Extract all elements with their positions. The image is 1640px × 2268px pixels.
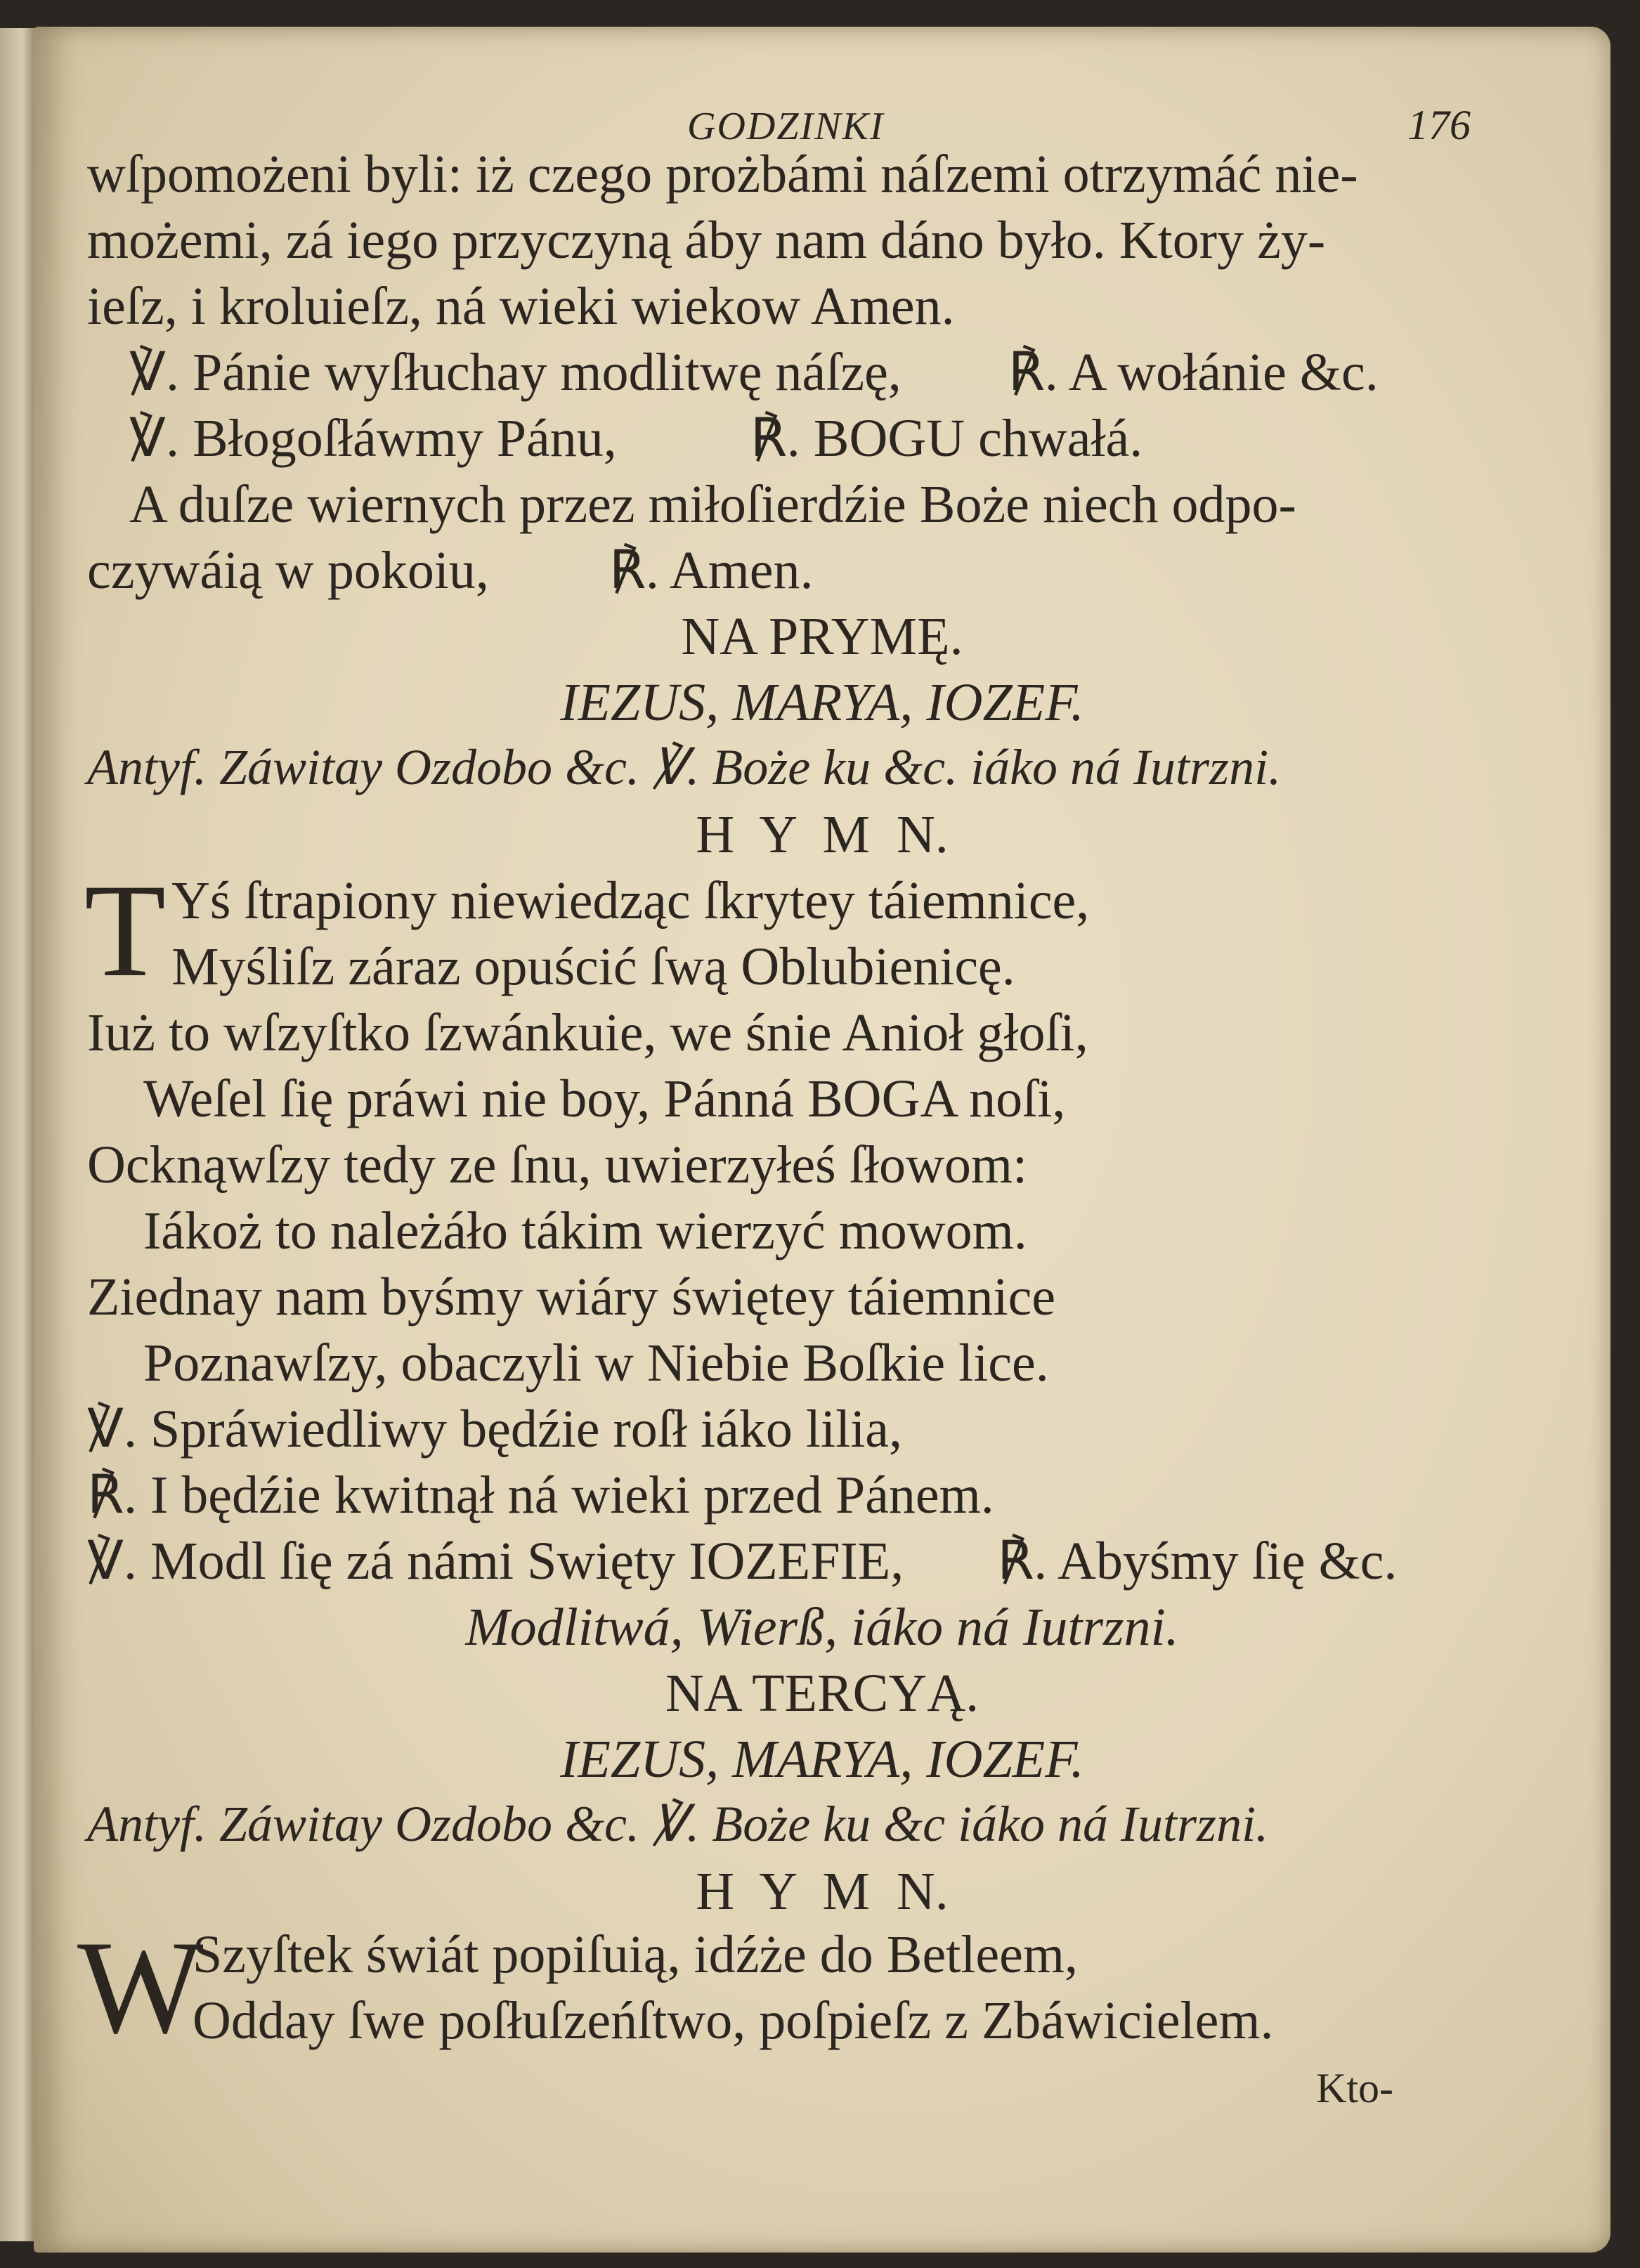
hymn-label-1: H Y M N. [696, 805, 949, 864]
prime-heading: NA PRYMĘ. [681, 607, 963, 666]
drop-cap-w: W [77, 1914, 204, 2061]
catchword: Kto- [1316, 2065, 1393, 2111]
prime-names: IEZUS, MARYA, IOZEF. [560, 673, 1084, 732]
hymn2-line-1: Szyſtek świát popiſuią, idźże do Betleem, [193, 1925, 1079, 1984]
hymn1-line-2: Myśliſz záraz opuścić ſwą Oblubienicę. [171, 937, 1015, 996]
prime-antiphon: Antyf. Záwitay Ozdobo &c. ℣. Boże ku &c. iáko ná Iutrzni. [87, 739, 1282, 795]
hymn-label-2: H Y M N. [696, 1862, 949, 1921]
hymn1-response: ℟. I będźie kwitnął ná wieki przed Pánem. [87, 1466, 994, 1525]
prayer-note: Modlitwá, Wierß, iáko ná Iutrzni. [465, 1598, 1179, 1657]
page-number: 176 [1407, 102, 1471, 148]
hymn1-line-6: Iákoż to należáło tákim wierzyć mowom. [143, 1201, 1027, 1260]
terce-antiphon: Antyf. Záwitay Ozdobo &c. ℣. Boże ku &c iáko ná Iutrzni. [87, 1796, 1269, 1852]
hymn1-line-8: Poznawſzy, obaczyli w Niebie Boſkie lice. [143, 1334, 1049, 1393]
terce-heading: NA TERCYĄ. [665, 1664, 980, 1723]
hymn1-line-1: Yś ſtrapiony niewiedząc ſkrytey táiemnice, [171, 871, 1090, 930]
text-line-3: ieſz, i kroluieſz, ná wieki wiekow Amen. [87, 277, 955, 336]
text-line-1: wſpomożeni byli: iż czego prożbámi náſzemi otrzymáć nie- [87, 145, 1358, 204]
hymn1-line-4: Weſel ſię práwi nie boy, Pánná BOGA noſi, [143, 1069, 1066, 1128]
versicle-line-1: ℣. Pánie wyſłuchay modlitwę náſzę, ℟. A wołánie &c. [129, 343, 1379, 402]
book-page [34, 27, 1610, 2253]
drop-cap-t: T [84, 857, 167, 1005]
hymn2-line-2: Odday ſwe poſłuſzeńſtwo, poſpieſz z Zbáwicielem. [193, 1991, 1274, 2050]
text-line-2: możemi, zá iego przyczyną áby nam dáno było. Ktory ży- [87, 211, 1326, 270]
hymn1-line-5: Ocknąwſzy tedy ze ſnu, uwierzyłeś ſłowom: [87, 1135, 1028, 1194]
facing-page-edge [0, 28, 37, 2241]
text-line-7: czywáią w pokoiu, ℟. Amen. [87, 541, 814, 600]
running-title: GODZINKI [687, 105, 885, 148]
versicle-line-2: ℣. Błogoſłáwmy Pánu, ℟. BOGU chwałá. [129, 409, 1143, 468]
hymn1-line-7: Ziednay nam byśmy wiáry świętey táiemnice [87, 1267, 1056, 1327]
terce-names: IEZUS, MARYA, IOZEF. [560, 1730, 1084, 1789]
text-line-6: A duſze wiernych przez miłoſierdźie Boże niech odpo- [129, 475, 1296, 534]
hymn1-versicle: ℣. Spráwiedliwy będźie roſł iáko lilia, [87, 1400, 903, 1459]
hymn1-versicle-2: ℣. Modl ſię zá námi Swięty IOZEFIE, ℟. Abyśmy ſię &c. [87, 1532, 1398, 1591]
hymn1-line-3: Iuż to wſzyſtko ſzwánkuie, we śnie Anioł głoſi, [87, 1003, 1088, 1062]
